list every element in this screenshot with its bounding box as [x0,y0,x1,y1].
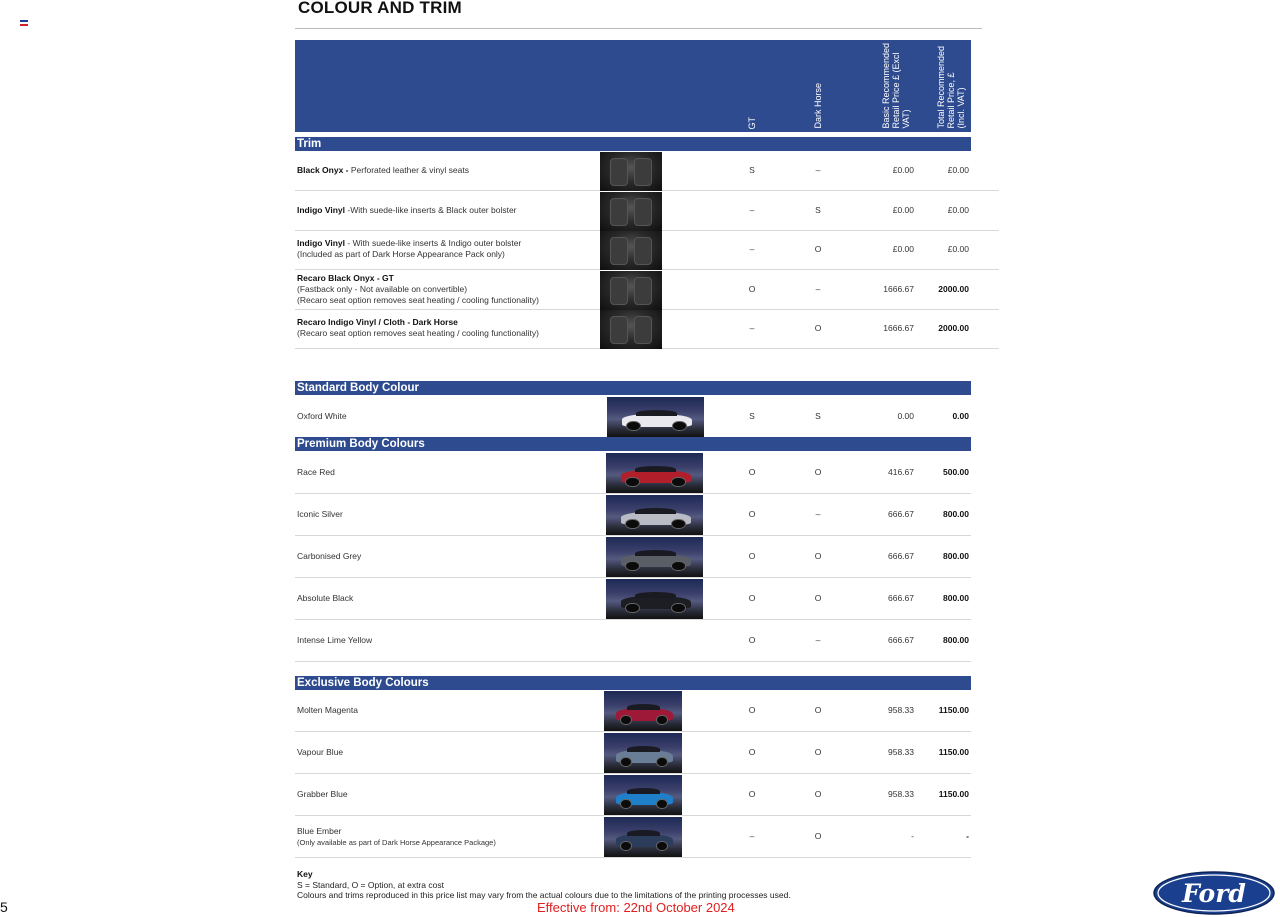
trim-image [600,192,662,231]
colour-label: Grabber Blue [297,789,348,799]
basic-price: 416.67 [888,467,914,477]
column-header-gt: GT [747,116,757,129]
trim-image [600,231,662,270]
trim-image [600,271,662,310]
basic-price: £0.00 [892,244,914,255]
colour-label: Intense Lime Yellow [297,635,373,645]
table-row [295,620,971,662]
section-standard-body-colour: Standard Body Colour [295,381,971,395]
basic-price: £0.00 [892,204,914,215]
basic-price: 958.33 [888,789,914,799]
car-colour-image [606,495,703,535]
trim-label: Recaro Indigo Vinyl / Cloth - Dark Horse (Recaro seat option removes seat heating / cooling functionality) [297,317,539,339]
colour-label: Carbonised Grey [297,551,362,561]
gt-availability: O [748,283,756,294]
column-header-dark-horse: Dark Horse [813,83,823,129]
total-price: 2000.00 [938,323,969,334]
key-legend [297,869,791,901]
dark-horse-availability: O [814,323,822,334]
car-colour-image [604,775,682,815]
dark-horse-availability: – [815,509,821,519]
flag-icon [20,20,28,26]
colour-label: Race Red [297,467,335,477]
total-price: £0.00 [947,165,969,175]
total-price: 800.00 [943,551,969,561]
colour-label: Iconic Silver [297,509,343,519]
section-exclusive-body-colours: Exclusive Body Colours [295,676,971,690]
car-colour-image [604,733,682,773]
dark-horse-availability: O [814,593,822,603]
section-premium-body-colours: Premium Body Colours [295,437,971,451]
dark-horse-availability: – [815,283,821,294]
trim-image [600,152,662,191]
total-price: £0.00 [947,204,969,215]
total-price: 2000.00 [938,283,969,294]
key-line-1: S = Standard, O = Option, at extra cost [297,879,444,890]
total-price: £0.00 [947,244,969,255]
trim-label: Black Onyx - Perforated leather & vinyl seats [297,165,469,175]
gt-availability: S [749,165,755,175]
ford-logo-text: Ford [1182,879,1246,908]
basic-price: 958.33 [888,705,914,715]
total-price: 1150.00 [938,747,969,757]
dark-horse-availability: O [814,831,822,841]
colour-label: Molten Magenta [297,705,358,715]
basic-price: 958.33 [888,747,914,757]
column-header-basic-price: Basic Recommended Retail Price £ (Excl VAT) [881,43,911,129]
car-colour-image [607,397,704,437]
trim-image [600,310,662,349]
key-title: Key [297,869,313,879]
ford-logo [1153,871,1275,915]
table-header [295,40,971,132]
total-price: 800.00 [943,509,969,519]
dark-horse-availability: – [815,635,821,645]
dark-horse-availability: O [814,789,822,799]
dark-horse-availability: S [815,204,821,215]
total-price: 0.00 [952,411,969,421]
gt-availability: – [749,323,755,334]
gt-availability: O [748,747,756,757]
title-divider [295,28,982,29]
gt-availability: O [748,789,756,799]
colour-label: Blue Ember (Only available as part of Dark Horse Appearance Package) [297,826,496,847]
gt-availability: S [749,411,755,421]
colour-label: Vapour Blue [297,747,344,757]
colour-label: Oxford White [297,411,347,421]
basic-price: 666.67 [888,551,914,561]
page-number: 5 [0,899,8,915]
trim-label: Indigo Vinyl - With suede-like inserts & Indigo outer bolster (Included as part of Dark Horse Appearance Pack only) [297,238,522,260]
dark-horse-availability: O [814,747,822,757]
dark-horse-availability: – [815,165,821,175]
gt-availability: – [749,204,755,215]
car-colour-image [606,579,703,619]
total-price: 500.00 [943,467,969,477]
gt-availability: O [748,593,756,603]
gt-availability: O [748,551,756,561]
page-title: COLOUR AND TRIM [298,0,462,17]
effective-date: Effective from: 22nd October 2024 [537,900,735,915]
dark-horse-availability: O [814,551,822,561]
basic-price: 1666.67 [883,323,914,334]
dark-horse-availability: O [814,467,822,477]
total-price: 800.00 [943,593,969,603]
gt-availability: – [749,244,755,255]
key-line-2: Colours and trims reproduced in this price list may vary from the actual colours due to the limitations of the printing processes used. [297,890,791,900]
dark-horse-availability: O [814,705,822,715]
car-colour-image [606,537,703,577]
section-trim: Trim [295,137,971,151]
dark-horse-availability: S [815,411,821,421]
car-colour-image [604,691,682,731]
basic-price: - [911,831,914,841]
column-header-total-price: Total Recommended Retail Price, £ (Incl. VAT) [936,46,966,129]
total-price: 1150.00 [938,705,969,715]
basic-price: 666.67 [888,593,914,603]
gt-availability: – [749,831,755,841]
trim-label: Recaro Black Onyx - GT (Fastback only - Not available on convertible) (Recaro seat option removes seat heating / cooling functionality) [297,272,539,305]
basic-price: 0.00 [897,411,914,421]
gt-availability: O [748,635,756,645]
basic-price: £0.00 [892,165,914,175]
total-price: - [966,831,969,841]
trim-label: Indigo Vinyl -With suede-like inserts & Black outer bolster [297,204,517,215]
car-colour-image [606,453,703,493]
basic-price: 1666.67 [883,283,914,294]
gt-availability: O [748,467,756,477]
gt-availability: O [748,509,756,519]
basic-price: 666.67 [888,635,914,645]
basic-price: 666.67 [888,509,914,519]
dark-horse-availability: O [814,244,822,255]
colour-label: Absolute Black [297,593,354,603]
gt-availability: O [748,705,756,715]
total-price: 1150.00 [938,789,969,799]
car-colour-image [604,817,682,857]
total-price: 800.00 [943,635,969,645]
